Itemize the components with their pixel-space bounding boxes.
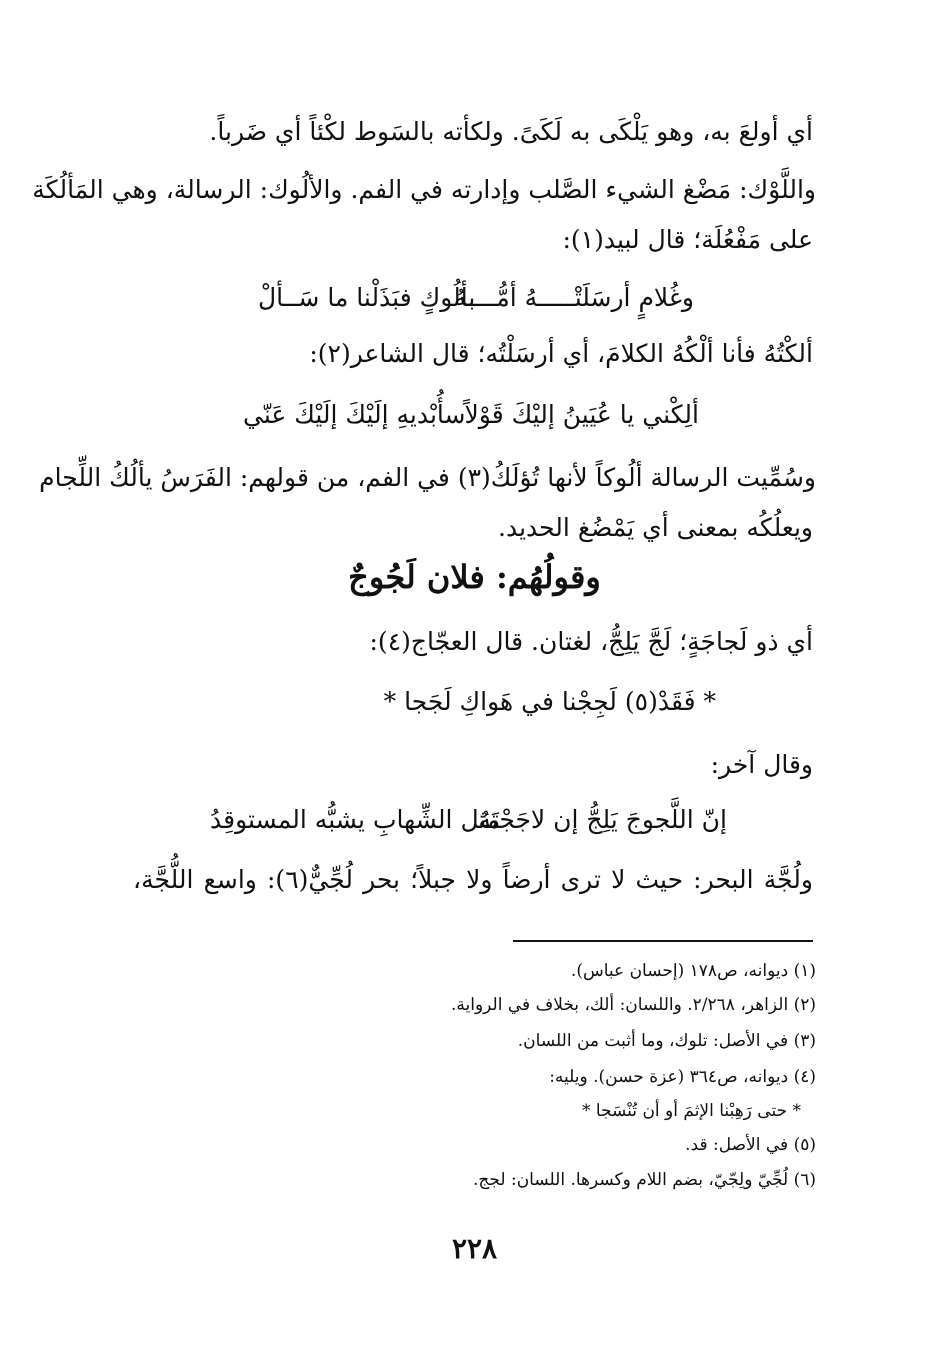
body-line: ولُجَّة البحر: حيث لا ترى أرضاً ولا جبلاً؛ بحر لُجِّيٌّ(٦): واسع اللُّجَّة، — [133, 865, 813, 894]
verse-hemistich-left: سأُبْديهِ إلَيْكَ إلَيْكَ عَنّي — [243, 400, 466, 429]
page-number: ٢٢٨ — [451, 1232, 498, 1265]
body-line: أي أولعَ به، وهو يَلْكَى به لَكَىً. ولكأته بالسَوط لكْئاً أي ضَرباً. — [209, 117, 813, 146]
footnote: (٥) في الأصل: قد. — [685, 1135, 816, 1155]
body-line: أي ذو لَجاجَةٍ؛ لَجَّ يَلِجُّ، لغتان. قال العجّاج(٤): — [369, 627, 813, 656]
body-line: واللَّوْك: مَضْغ الشيء الصَّلب وإدارته في الفم. والألُوك: الرسالة، وهي المَألُكَة — [32, 175, 816, 204]
body-line: ويعلُكُه بمعنى أي يَمْضُغ الحديد. — [498, 513, 813, 542]
footnote-verse: * حتى رَهِبْنا الإثمَ أو أن تُنْسَجا * — [581, 1101, 801, 1121]
body-line: ألكْتُهُ فأنا ألْكُهُ الكلامَ، أي أرسَلْتُه؛ قال الشاعر(٢): — [309, 339, 813, 368]
body-line: وسُمِّيت الرسالة ألُوكاً لأنها تُؤلَكُ(٣) في الفم، من قولهم: الفَرَسُ يألُكُ اللِّجام — [39, 463, 816, 492]
verse-hemistich-left: مثل الشِّهابِ يشبُّه المستوقِدُ — [210, 805, 501, 834]
body-line: على مَفْعُلَة؛ قال لبيد(١): — [562, 225, 813, 254]
footnote: (٦) لُجِّيّ ولِجّيّ، بضم اللام وكسرها. اللسان: لجج. — [473, 1170, 816, 1190]
verse-hemistich-right: إنّ اللَّجوجَ يَلِجُّ إن لاجَجْتَهُ — [478, 805, 727, 834]
footnote-separator — [513, 940, 813, 942]
body-line: وقال آخر: — [710, 750, 813, 779]
footnote: (١) ديوانه، ص١٧٨ (إحسان عباس). — [570, 961, 816, 981]
footnote: (٤) ديوانه، ص٣٦٤ (عزة حسن). ويليه: — [549, 1067, 816, 1087]
verse-hemistich-left: بألُوكٍ فبَذَلْنا ما سَــألْ — [258, 283, 476, 312]
footnote: (٣) في الأصل: تلوك، وما أثبت من اللسان. — [517, 1031, 816, 1051]
section-heading: وقولُهُم: فلان لَجُوجٌ — [348, 558, 601, 596]
verse-hemistich-right: ألِكْني يا عُيَينُ إليْكَ قَوْلاً — [464, 400, 699, 429]
footnote: (٢) الزاهر، ٢/٢٦٨. واللسان: ألك، بخلاف في الرواية. — [451, 995, 816, 1015]
verse-hemistich-right: وغُلامٍ أرسَلَتْـــــهُ أمُّــــهُ — [453, 283, 694, 312]
rajaz-verse: * فَقَدْ(٥) لَجِجْنا في هَواكِ لَجَجا * — [383, 687, 716, 716]
